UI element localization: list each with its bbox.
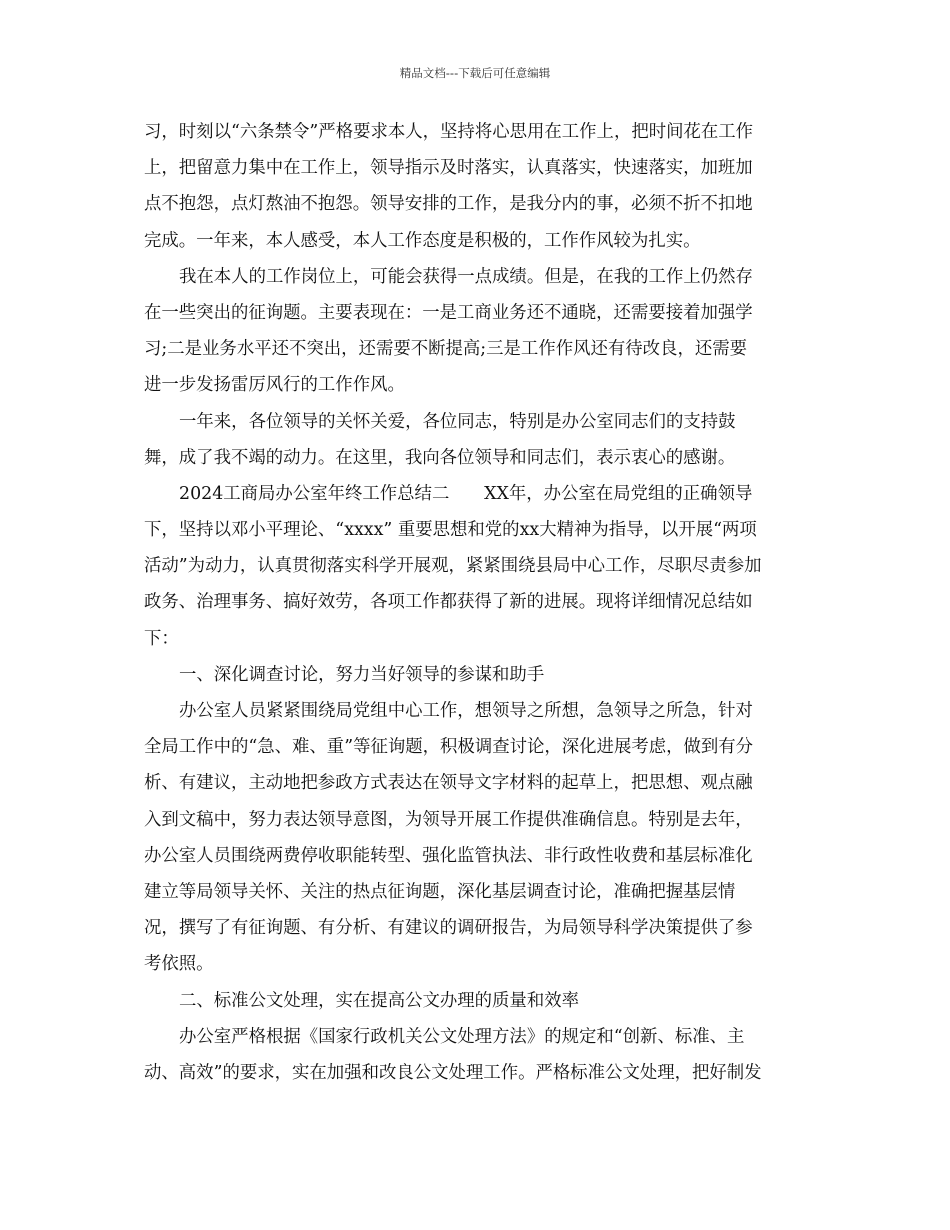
text-line: 我在本人的工作岗位上，可能会获得一点成绩。但是，在我的工作上仍然存 bbox=[179, 266, 753, 287]
text-line: 政务、治理事务、搞好效劳，各项工作都获得了新的进展。现将详细情况总结如 bbox=[144, 592, 753, 613]
text-line: 考依照。 bbox=[144, 954, 214, 975]
text-line: 全局工作中的“急、难、重”等征询题，积极调查讨论，深化进展考虑，做到有分 bbox=[144, 737, 754, 758]
text-line: 活动”为动力，认真贯彻落实科学开展观，紧紧围绕县局中心工作，尽职尽责参加 bbox=[144, 556, 762, 577]
text-line: 上，把留意力集中在工作上，领导指示及时落实，认真落实，快速落实，加班加 bbox=[144, 158, 753, 179]
text-line: 舞，成了我不竭的动力。在这里，我向各位领导和同志们，表示衷心的感谢。 bbox=[144, 447, 736, 468]
text-line: 2024工商局办公室年终工作总结二 XX年，办公室在局党组的正确领导 bbox=[179, 483, 753, 504]
text-line: 办公室严格根据《国家行政机关公文处理方法》的规定和“创新、标准、主 bbox=[179, 1026, 745, 1047]
text-line: 办公室人员围绕两费停收职能转型、强化监管执法、非行政性收费和基层标准化 bbox=[144, 845, 753, 866]
text-line: 入到文稿中，努力表达领导意图，为领导开展工作提供准确信息。特别是去年， bbox=[144, 809, 753, 830]
text-line: 二、标准公文处理，实在提高公文办理的质量和效率 bbox=[179, 990, 579, 1011]
page-header: 精品文档---下载后可任意编辑 bbox=[399, 66, 551, 80]
text-line: 习;二是业务水平还不突出，还需要不断提高;三是工作作风还有待改良，还需要 bbox=[144, 339, 748, 360]
text-line: 在一些突出的征询题。主要表现在：一是工商业务还不通晓，还需要接着加强学 bbox=[144, 302, 753, 323]
text-line: 一年来，各位领导的关怀关爱，各位同志，特别是办公室同志们的支持鼓 bbox=[179, 411, 736, 432]
text-line: 点不抱怨，点灯熬油不抱怨。领导安排的工作，是我分内的事，必须不折不扣地 bbox=[144, 194, 753, 215]
text-line: 办公室人员紧紧围绕局党组中心工作，想领导之所想，急领导之所急，针对 bbox=[179, 701, 753, 721]
text-line: 动、高效”的要求，实在加强和改良公文处理工作。严格标准公文处理，把好制发 bbox=[144, 1062, 762, 1083]
text-line: 下，坚持以邓小平理论、“xxxx” 重要思想和党的xx大精神为指导，以开展“两项 bbox=[144, 520, 757, 541]
text-line: 习，时刻以“六条禁令”严格要求本人，坚持将心思用在工作上，把时间花在工作 bbox=[144, 122, 754, 142]
text-line: 完成。一年来，本人感受，本人工作态度是积极的，工作作风较为扎实。 bbox=[144, 230, 701, 251]
text-line: 况，撰写了有征询题、有分析、有建议的调研报告，为局领导科学决策提供了参 bbox=[144, 918, 753, 939]
text-line: 下： bbox=[144, 628, 179, 649]
document-body bbox=[144, 114, 808, 1091]
text-line: 一、深化调查讨论，努力当好领导的参谋和助手 bbox=[179, 664, 545, 685]
text-line: 析、有建议，主动地把参政方式表达在领导文字材料的起草上，把思想、观点融 bbox=[144, 773, 753, 794]
text-line: 进一步发扬雷厉风行的工作作风。 bbox=[144, 375, 405, 396]
text-line: 建立等局领导关怀、关注的热点征询题，深化基层调查讨论，准确把握基层情 bbox=[144, 881, 736, 902]
